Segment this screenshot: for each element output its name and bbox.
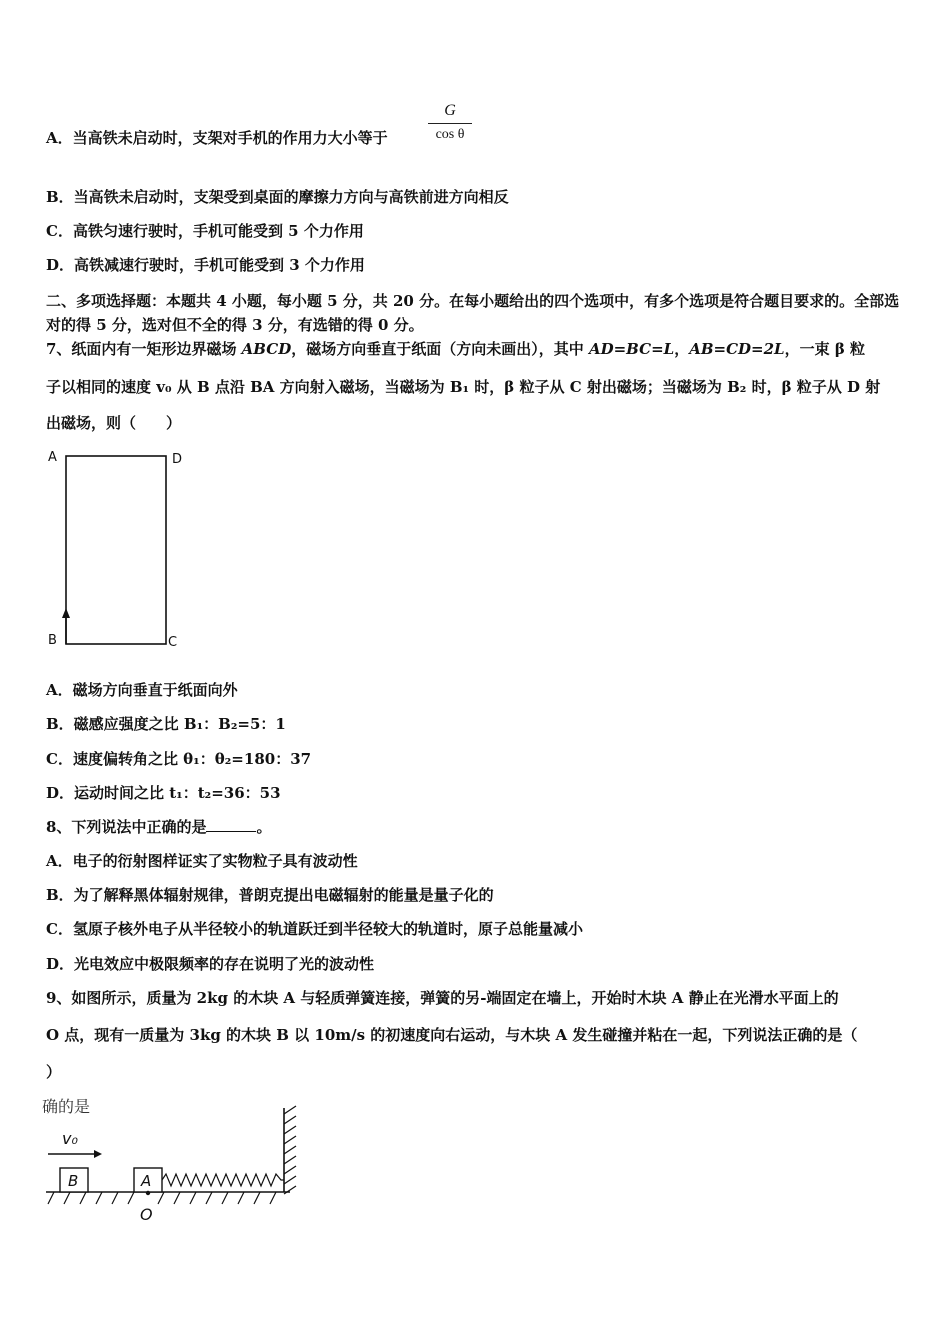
q7-s3: ， [674,340,690,358]
corner-label-c: C [168,635,178,650]
q8-option-a: A．电子的衍射图样证实了实物粒子具有波动性 [46,852,358,870]
q8-option-c: C．氢原子核外电子从半径较小的轨道跃迁到半径较大的轨道时，原子总能量减小 [46,920,583,938]
point-o-marker [146,1191,150,1195]
q9-stem-line-1: 9、如图所示，质量为 2kg 的木块 A 与轻质弹簧连接，弹簧的另-端固定在墙上，开始时木块 A 静止在光滑水平面上的 [46,989,839,1007]
q7-s1: 7、纸面内有一矩形边界磁场 [46,340,242,358]
fraction-bar [428,123,472,124]
velocity-arrow-head [94,1150,102,1158]
block-a-label: A [141,1172,152,1190]
q7-ad-eq: AD=BC=L [588,340,675,358]
q6-option-d: D．高铁减速行驶时，手机可能受到 3 个力作用 [46,256,365,274]
q6-option-a: A．当高铁未启动时，支架对手机的作用力大小等于 [46,129,388,147]
corner-label-b: B [48,633,57,648]
q7-option-c: C．速度偏转角之比 θ₁：θ₂=180：37 [46,750,312,768]
q8-option-d: D．光电效应中极限频率的存在说明了光的波动性 [46,955,375,973]
q9-spring-figure [40,1092,310,1232]
wall-hatching [284,1106,296,1194]
corner-label-a: A [48,450,57,465]
q7-option-d: D．运动时间之比 t₁：t₂=36：53 [46,784,281,802]
q8-stem-text: 8、下列说法中正确的是 [46,818,207,836]
q7-stem-line-1 [46,339,865,359]
q8-answer-blank [206,817,256,832]
q7-option-b: B．磁感应强度之比 B₁：B₂=5：1 [46,715,286,733]
q7-option-a: A．磁场方向垂直于纸面向外 [46,681,238,699]
q7-rectangle-figure [40,445,200,655]
velocity-label-v0: v₀ [62,1129,78,1148]
fraction-g-over-cos-theta [428,101,472,144]
q7-s4: ，一束 β 粒 [784,340,865,358]
q7-ab-eq: AB=CD=2L [689,340,785,358]
velocity-arrow-head [62,608,70,618]
q7-stem-line-2: 子以相同的速度 v₀ 从 B 点沿 BA 方向射入磁场，当磁场为 B₁ 时，β 粒子从 C 射出磁场；当磁场为 B₂ 时，β 粒子从 D 射 [46,378,881,396]
q7-abcd: ABCD [241,340,292,358]
q7-stem-line-3: 出磁场，则（ ） [46,414,182,432]
fraction-numerator: G [444,102,456,119]
point-o-label: O [140,1205,153,1224]
corner-label-d: D [172,452,183,467]
q7-s2: ，磁场方向垂直于纸面（方向未画出），其中 [291,340,589,358]
q6-option-b: B．当高铁未启动时，支架受到桌面的摩擦力方向与高铁前进方向相反 [46,188,509,206]
q9-stem-line-2: O 点，现有一质量为 3kg 的木块 B 以 10m/s 的初速度向右运动，与木块 A 发生碰撞并粘在一起，下列说法正确的是（ [46,1026,858,1044]
fraction-denominator: cos θ [435,127,465,142]
q6-option-c: C．高铁匀速行驶时，手机可能受到 5 个力作用 [46,222,364,240]
block-b-label: B [68,1172,79,1190]
figure-caption-fragment: 确的是 [42,1097,91,1116]
spring [162,1174,284,1186]
rectangle-abcd [66,456,166,644]
section-2-heading: 二、多项选择题：本题共 4 小题，每小题 5 分，共 20 分。在每小题给出的四个选项中，有多个选项是符合题目要求的。全部选对的得 5 分，选对但不全的得 3 分，有选错的得 0 分。 [46,292,900,334]
q8-stem-end: 。 [256,818,272,836]
ground-hatching [48,1192,276,1204]
q8-option-b: B．为了解释黑体辐射规律，普朗克提出电磁辐射的能量是量子化的 [46,886,494,904]
q9-stem-line-3: ） [46,1063,62,1081]
q8-stem [46,817,271,837]
